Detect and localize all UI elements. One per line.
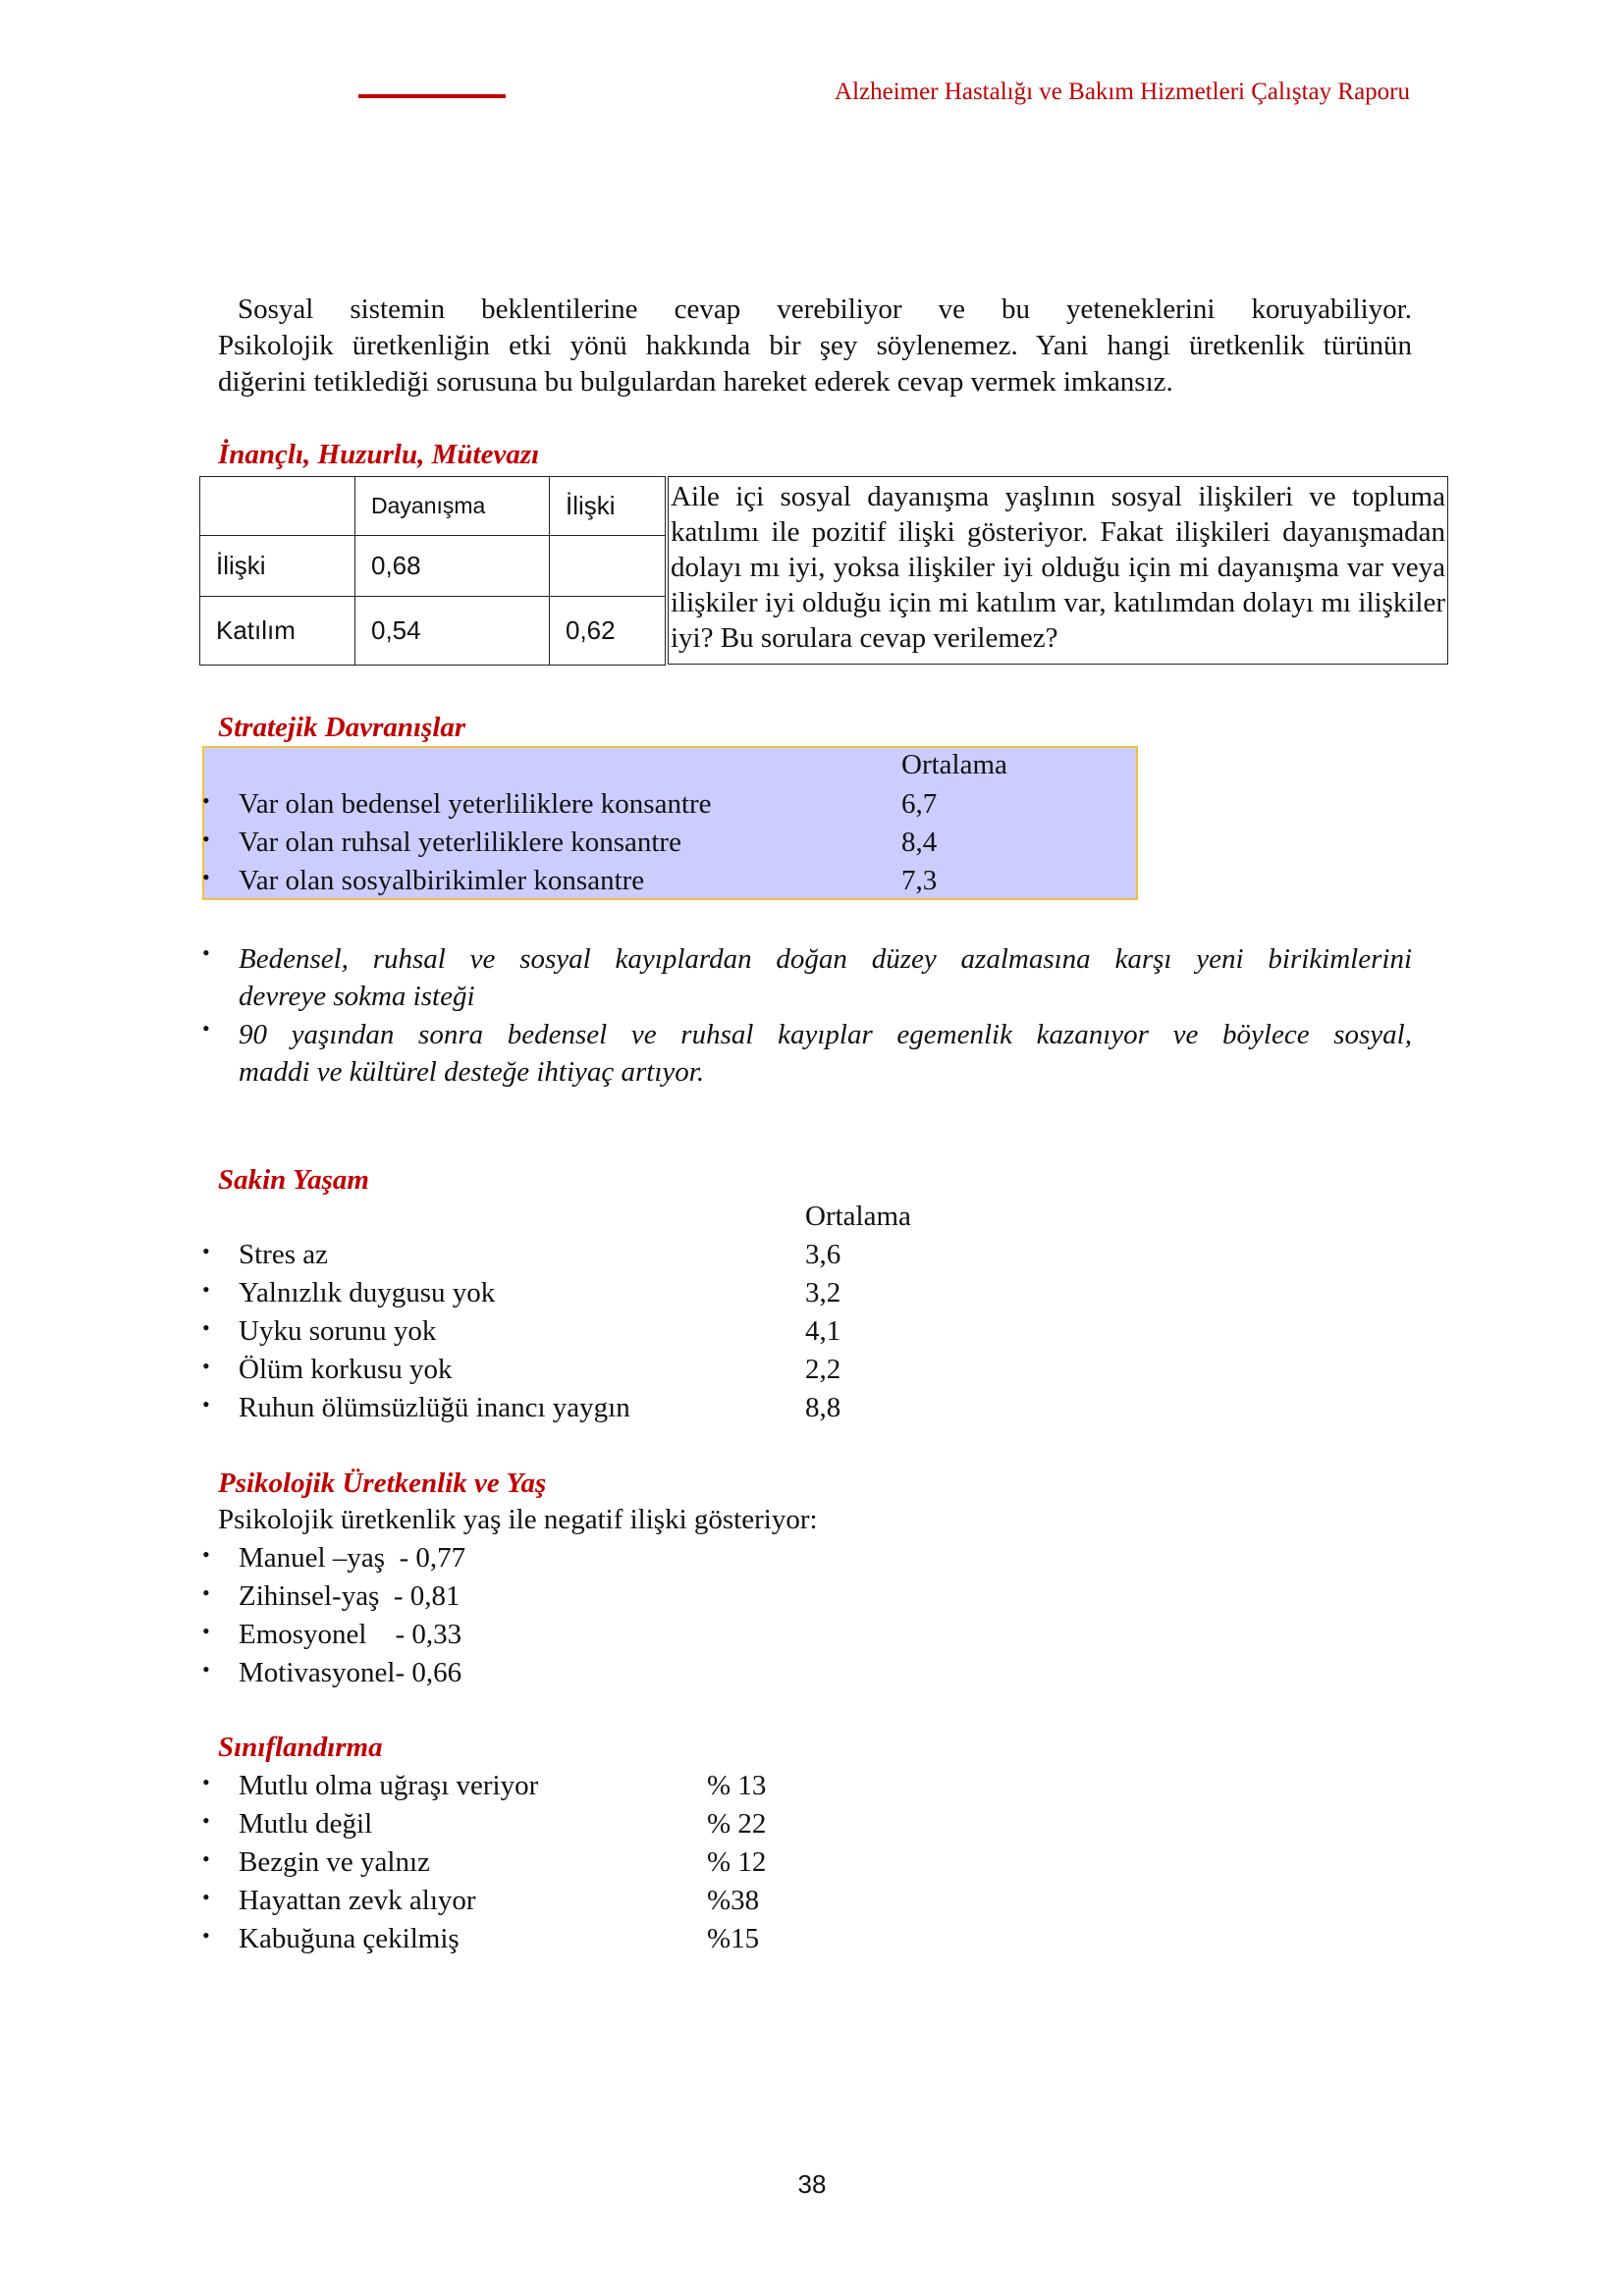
list-item-label: Mutlu değil (239, 1808, 373, 1840)
strategy-note (239, 940, 1412, 1015)
bullet-icon: • (202, 1846, 210, 1871)
list-item-label: Motivasyonel (239, 1657, 396, 1688)
list-item-value: - 0,33 (395, 1619, 462, 1650)
section-heading-siniflandirma: Sınıflandırma (218, 1732, 383, 1763)
note-line: 90 yaşından sonra bedensel ve ruhsal kayıplar egemenlik kazanıyor ve böylece sosyal, (239, 1019, 1412, 1050)
list-item-value: 2,2 (805, 1354, 841, 1385)
list-item-value: %38 (707, 1885, 760, 1916)
section-heading-psikolojik: Psikolojik Üretkenlik ve Yaş (218, 1468, 547, 1499)
list-item-label: Var olan ruhsal yeterliliklere konsantre (239, 827, 681, 858)
list-item-value: - 0,66 (395, 1657, 462, 1688)
table-header-iliski: İlişki (550, 477, 666, 536)
list-item (239, 1542, 465, 1575)
correlation-note: Aile içi sosyal dayanışma yaşlının sosyal ilişkileri ve topluma katılımı ile pozitif ilişki gösteriyor. Fakat ilişkileri dayanışmadan dolayı mı iyi, yoksa ilişkiler iyi olduğu için mi dayanışma var veya ilişkiler iyi olduğu için mi katılım var, katılımdan dolayı mı ilişkiler iyi? Bu sorulara cevap verilemez? (668, 476, 1448, 665)
bullet-icon: • (202, 827, 210, 851)
table-row (200, 597, 666, 666)
correlation-table (199, 476, 666, 666)
list-item-label: Stres az (239, 1239, 328, 1270)
list-item-label: Zihinsel-yaş (239, 1580, 380, 1612)
bullet-icon: • (202, 1277, 210, 1302)
column-header-ortalama: Ortalama (901, 749, 1007, 780)
strategy-note (239, 1016, 1412, 1091)
list-item-label: Kabuğuna çekilmiş (239, 1923, 460, 1954)
bullet-icon: • (202, 1619, 210, 1643)
section-heading-sakin: Sakin Yaşam (218, 1164, 369, 1196)
list-item-label: Emosyonel (239, 1619, 367, 1650)
bullet-icon: • (202, 1770, 210, 1794)
list-item (239, 1580, 460, 1613)
bullet-icon: • (202, 1016, 210, 1041)
list-item-value: 4,1 (805, 1315, 841, 1347)
list-item-value: %15 (707, 1923, 760, 1954)
list-item-label: Yalnızlık duygusu yok (239, 1277, 496, 1308)
table-header-dayanisma: Dayanışma (355, 477, 550, 536)
running-header: Alzheimer Hastalığı ve Bakım Hizmetleri Çalıştay Raporu (835, 79, 1410, 105)
bullet-icon: • (202, 1657, 210, 1682)
bullet-icon: • (202, 1239, 210, 1263)
bullet-icon: • (202, 1808, 210, 1833)
table-row (200, 536, 666, 597)
table-row-label: İlişki (200, 536, 355, 597)
list-item-label: Ruhun ölümsüzlüğü inancı yaygın (239, 1392, 630, 1423)
list-item-label: Hayattan zevk alıyor (239, 1885, 476, 1916)
list-item-label: Uyku sorunu yok (239, 1315, 437, 1347)
bullet-icon: • (202, 1885, 210, 1909)
list-item-value: - 0,81 (393, 1580, 460, 1612)
intro-paragraph (218, 292, 1412, 400)
list-item-value: 8,4 (901, 827, 938, 858)
table-corner-cell (200, 477, 355, 536)
intro-line-2: Psikolojik üretkenliğin etki yönü hakkında bir şey söylenemez. Yani hangi üretkenlik türünün (218, 330, 1412, 361)
section-heading-stratejik: Stratejik Davranışlar (218, 712, 466, 743)
page-number: 38 (797, 2169, 827, 2199)
note-line: Bedensel, ruhsal ve sosyal kayıplardan doğan düzey azalmasına karşı yeni birikimlerini (239, 943, 1412, 975)
table-cell: 0,54 (355, 597, 550, 666)
list-item-value: % 22 (707, 1808, 767, 1840)
bullet-icon: • (202, 1580, 210, 1605)
list-item-value: - 0,77 (399, 1542, 466, 1574)
bullet-icon: • (202, 1392, 210, 1416)
table-row-label: Katılım (200, 597, 355, 666)
table-cell (550, 536, 666, 597)
table-cell: 0,62 (550, 597, 666, 666)
list-item-value: 3,6 (805, 1239, 841, 1270)
list-item-value: % 12 (707, 1846, 767, 1878)
list-item-value: % 13 (707, 1770, 767, 1801)
intro-line-3: diğerini tetiklediği sorusuna bu bulgulardan hareket ederek cevap vermek imkansız. (218, 366, 1173, 398)
table-cell: 0,68 (355, 536, 550, 597)
list-item-label: Mutlu olma uğraşı veriyor (239, 1770, 539, 1801)
bullet-icon: • (202, 940, 210, 965)
list-item-value: 7,3 (901, 865, 938, 896)
column-header-ortalama: Ortalama (805, 1201, 911, 1232)
list-item-value: 3,2 (805, 1277, 841, 1308)
bullet-icon: • (202, 1542, 210, 1567)
bullet-icon: • (202, 1354, 210, 1378)
intro-line-1: Sosyal sistemin beklentilerine cevap verebiliyor ve bu yeteneklerini koruyabiliyor. (238, 294, 1412, 325)
note-line: devreye sokma isteği (239, 981, 475, 1012)
bullet-icon: • (202, 865, 210, 889)
list-item-value: 8,8 (805, 1392, 841, 1423)
bullet-icon: • (202, 788, 210, 813)
list-item (239, 1619, 461, 1651)
bullet-icon: • (202, 1315, 210, 1340)
section-heading-inancli: İnançlı, Huzurlu, Mütevazı (218, 439, 540, 470)
bullet-icon: • (202, 1923, 210, 1948)
header-rule (358, 94, 506, 98)
list-item-label: Bezgin ve yalnız (239, 1846, 430, 1878)
list-item-label: Var olan bedensel yeterliliklere konsantre (239, 788, 712, 820)
note-line: maddi ve kültürel desteğe ihtiyaç artıyor. (239, 1056, 705, 1088)
section-intro: Psikolojik üretkenlik yaş ile negatif ilişki gösteriyor: (218, 1504, 818, 1535)
list-item-label: Ölüm korkusu yok (239, 1354, 453, 1385)
list-item (239, 1657, 461, 1689)
list-item-label: Manuel –yaş (239, 1542, 385, 1574)
list-item-label: Var olan sosyalbirikimler konsantre (239, 865, 645, 896)
list-item-value: 6,7 (901, 788, 938, 820)
